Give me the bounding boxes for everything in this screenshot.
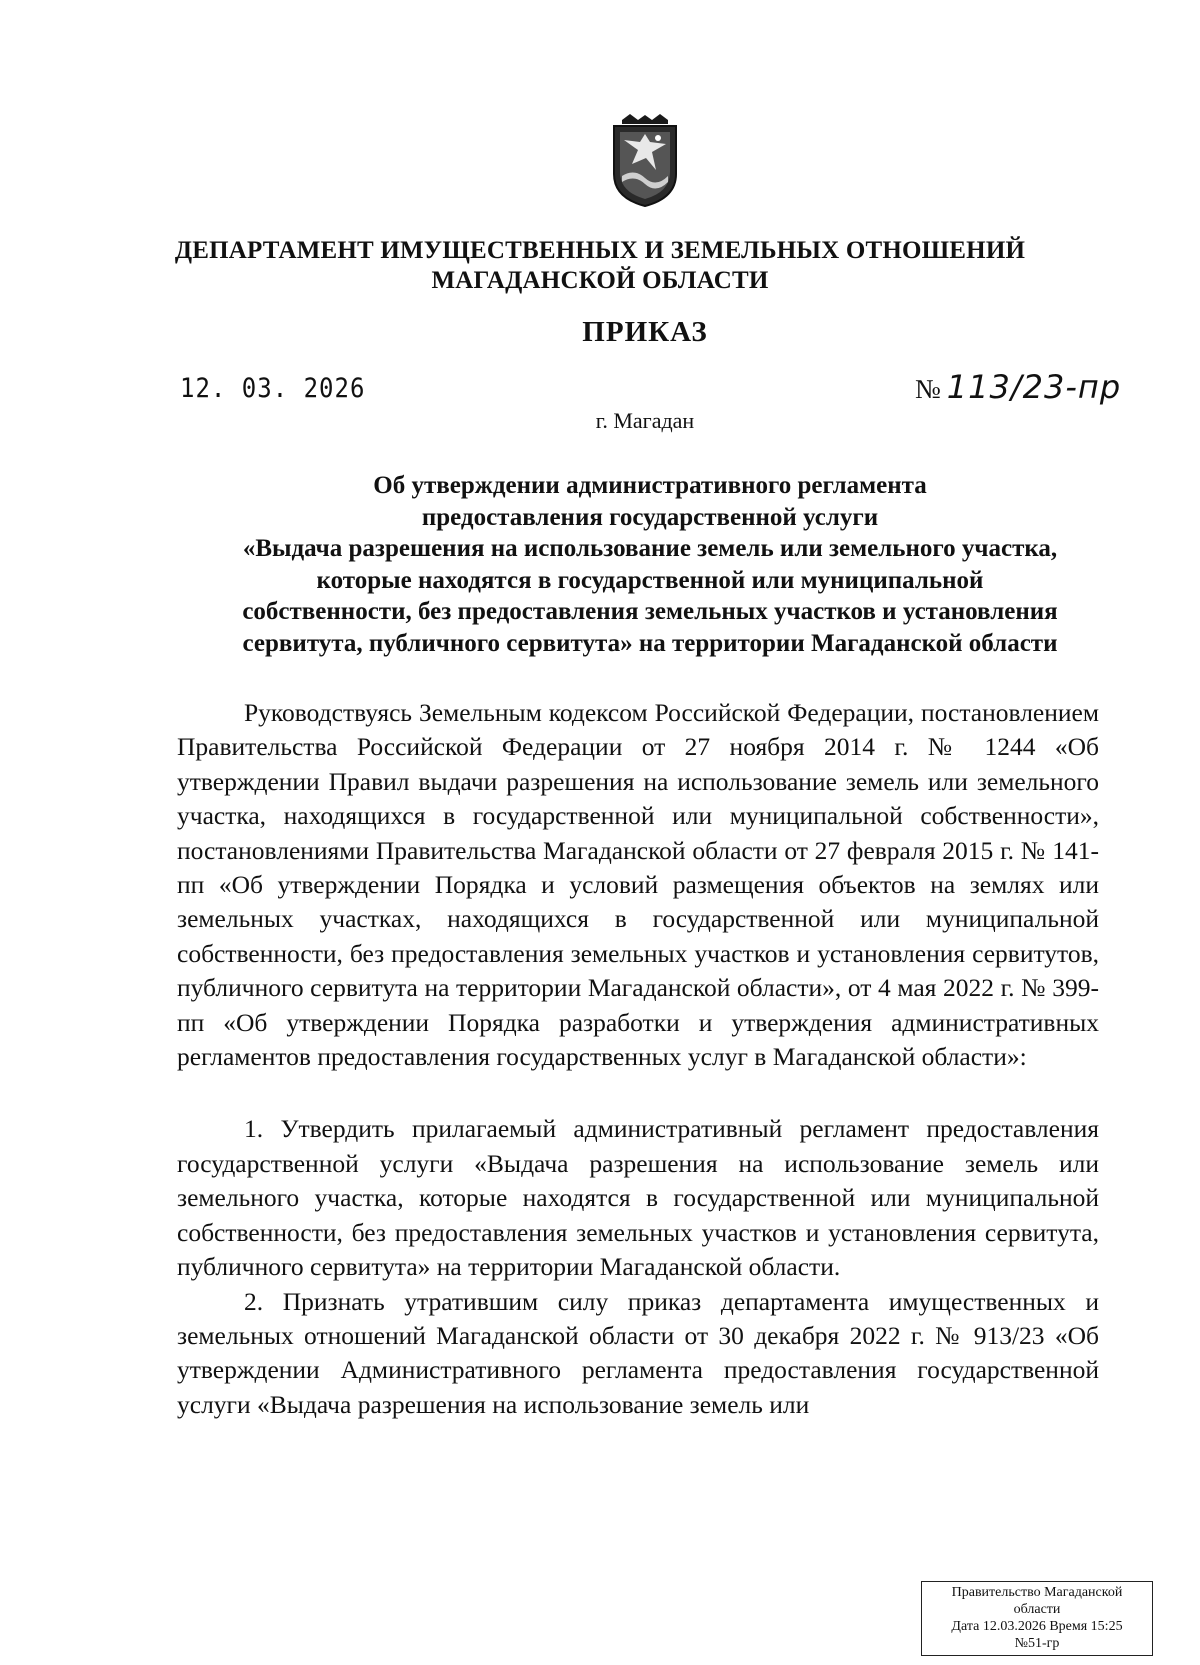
organization-line-1: ДЕПАРТАМЕНТ ИМУЩЕСТВЕННЫХ И ЗЕМЕЛЬНЫХ ОТНОШЕНИЙ	[174, 237, 1026, 264]
document-date: 12. 03. 2026	[180, 372, 366, 404]
city: г. Магадан	[595, 408, 695, 433]
document-type: ПРИКАЗ	[582, 316, 708, 348]
title-line: сервитута, публичного сервитута» на территории Магаданской области	[242, 629, 1058, 657]
title-line: собственности, без предоставления земельных участков и установления	[242, 598, 1058, 625]
organization-line-2: МАГАДАНСКОЙ ОБЛАСТИ	[431, 267, 769, 294]
item-2-paragraph: 2. Признать утратившим силу приказ департамента имущественных и земельных отношений Магаданской области от 30 декабря 2022 г. № 913/23 «Об утверждении Административного регламента предоставления государственной услуги «Выдача разрешения на использование земель или	[177, 1286, 1099, 1419]
stamp-line: области	[1013, 1602, 1061, 1617]
stamp-line: Правительство Магаданской	[951, 1585, 1123, 1600]
title-line: которые находятся в государственной или муниципальной	[316, 566, 984, 594]
title-line: предоставления государственной услуги	[421, 503, 879, 531]
stamp-line: №51-гр	[1014, 1636, 1060, 1651]
number-prefix: №	[915, 374, 941, 404]
document-body	[177, 696, 1099, 1422]
document-title	[175, 470, 1125, 659]
registration-stamp	[921, 1581, 1153, 1656]
number-value: 113/23-пр	[946, 368, 1122, 406]
item-1-paragraph: 1. Утвердить прилагаемый административный регламент предоставления государственной услуги «Выдача разрешения на использование земель или земельного участка, которые находятся в государственной или муниципальной собственности, без предоставления земельных участков и установления сервитута, публичного сервитута» на территории Магаданской области.	[177, 1114, 1099, 1282]
coat-of-arms-icon	[608, 112, 682, 208]
stamp-line: Дата 12.03.2026 Время 15:25	[951, 1619, 1123, 1634]
title-line: Об утверждении административного регламента	[373, 472, 927, 499]
document-number	[915, 368, 1121, 406]
preamble-paragraph: Руководствуясь Земельным кодексом Российской Федерации, постановлением Правительства Российской Федерации от 27 ноября 2014 г. № 1244 «Об утверждении Правил выдачи разрешения на использование земель или земельного участка, находящихся в государственной или муниципальной собственности», постановлениями Правительства Магаданской области от 27 февраля 2015 г. № 141-пп «Об утверждении Порядка и условий размещения объектов на землях или земельных участках, находящихся в государственной или муниципальной собственности, без предоставления земельных участков и установления сервитутов, публичного сервитута на территории Магаданской области», от 4 мая 2022 г. № 399-пп «Об утверждении Порядка разработки и утверждения административных регламентов предоставления государственных услуг в Магаданской области»:	[177, 698, 1099, 1072]
organization-name	[120, 236, 1080, 296]
title-line: «Выдача разрешения на использование земель или земельного участка,	[242, 535, 1058, 562]
